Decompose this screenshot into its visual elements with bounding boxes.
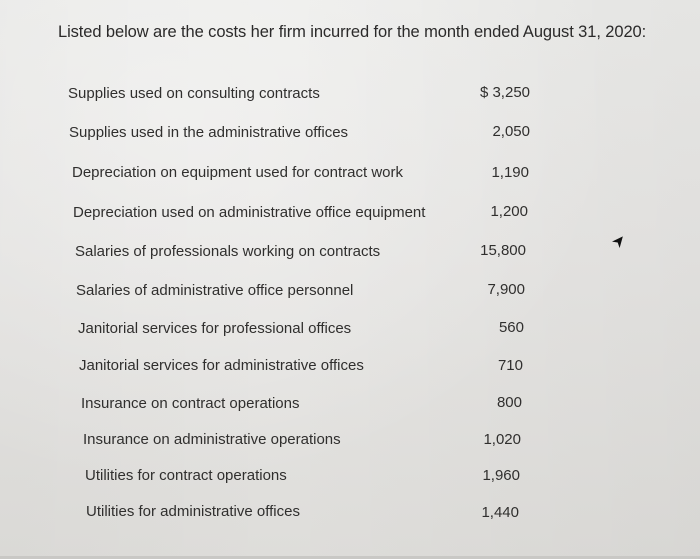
cost-amount: 710: [497, 357, 523, 374]
cost-label: Salaries of administrative office personnel: [76, 282, 354, 299]
cost-label: Salaries of professionals working on contracts: [75, 243, 381, 260]
cost-label: Supplies used on consulting contracts: [68, 85, 320, 102]
cost-label: Supplies used in the administrative offices: [69, 124, 349, 141]
cost-label: Insurance on contract operations: [81, 395, 300, 412]
cost-label: Utilities for administrative offices: [86, 503, 300, 520]
cost-amount: 7,900: [487, 281, 525, 298]
cost-amount: 15,800: [480, 242, 526, 259]
cost-label: Depreciation on equipment used for contract work: [72, 164, 404, 181]
cost-amount: 1,440: [481, 504, 519, 521]
cost-amount: 1,190: [491, 164, 529, 181]
cost-amount: 800: [496, 394, 522, 411]
cost-amount: 1,200: [490, 203, 528, 220]
cost-amount: 560: [498, 319, 524, 336]
cost-label: Insurance on administrative operations: [83, 431, 341, 448]
cost-label: Depreciation used on administrative office equipment: [73, 204, 426, 221]
cost-amount: 1,960: [482, 467, 520, 484]
cost-label: Utilities for contract operations: [85, 467, 287, 484]
cost-amount: 2,050: [492, 123, 530, 140]
cost-amount: $ 3,250: [479, 84, 530, 101]
cost-amount: 1,020: [483, 431, 521, 448]
cost-label: Janitorial services for administrative offices: [79, 357, 364, 374]
cost-label: Janitorial services for professional offices: [78, 320, 352, 337]
mouse-cursor-icon: [612, 234, 626, 248]
intro-text: Listed below are the costs her firm incurred for the month ended August 31, 2020:: [58, 23, 647, 41]
